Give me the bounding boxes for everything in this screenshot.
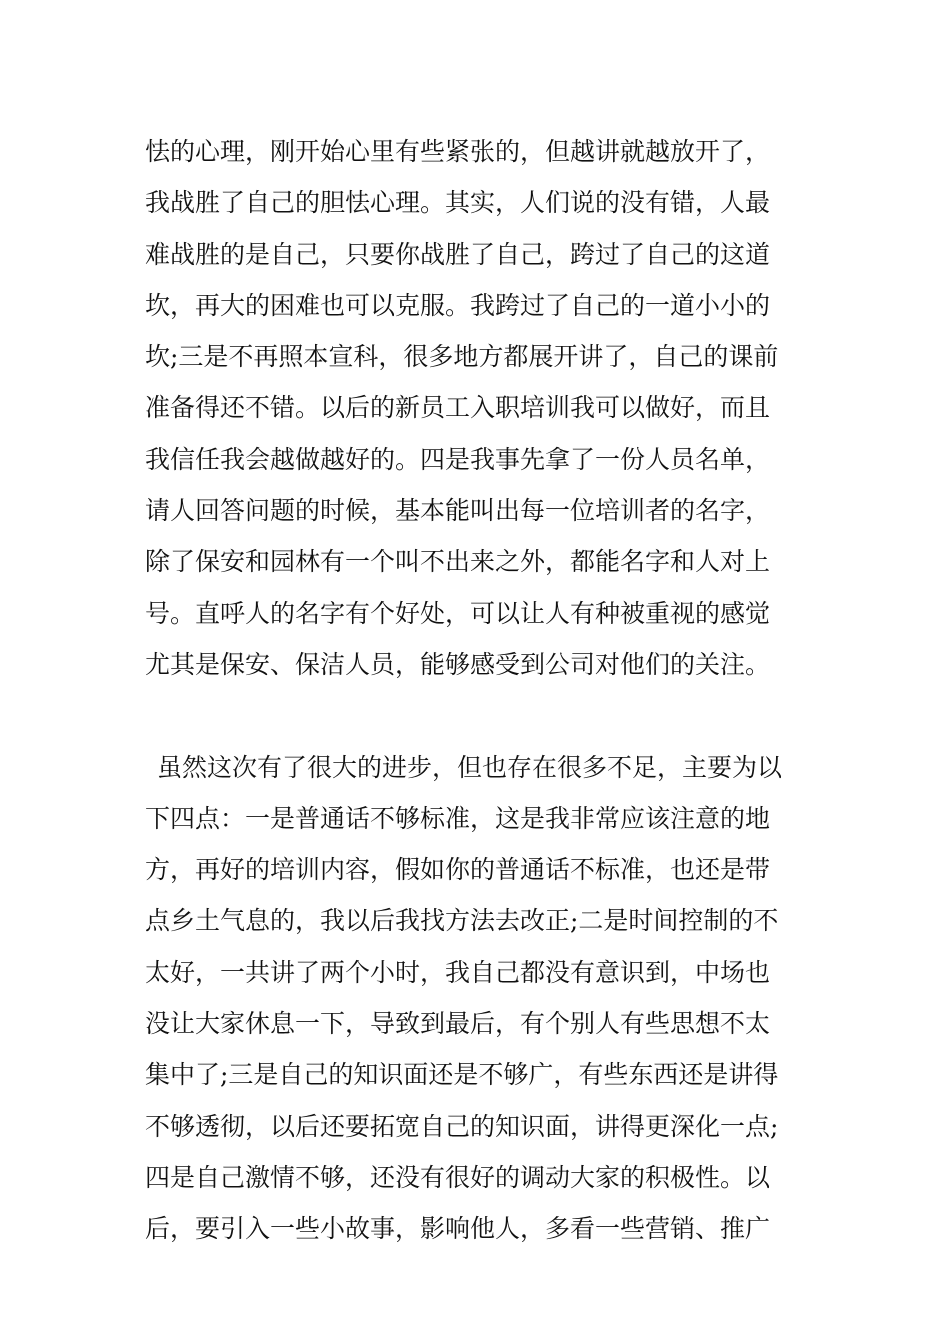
text-line: 准备得还不错。以后的新员工入职培训我可以做好，而且: [145, 393, 771, 423]
paragraph-2: [145, 742, 810, 1255]
text-line: 坎，再大的困难也可以克服。我跨过了自己的一道小小的: [145, 290, 771, 320]
text-line: 我信任我会越做越好的。四是我事先拿了一份人员名单，: [145, 444, 771, 474]
text-line: 坎;三是不再照本宣科，很多地方都展开讲了，自己的课前: [145, 342, 779, 372]
text-line: 虽然这次有了很大的进步，但也存在很多不足，主要为以: [157, 752, 783, 782]
text-line: 除了保安和园林有一个叫不出来之外，都能名字和人对上: [145, 547, 771, 577]
text-line: 下四点：一是普通话不够标准，这是我非常应该注意的地: [145, 803, 771, 833]
text-line: 方，再好的培训内容，假如你的普通话不标准，也还是带: [145, 855, 771, 885]
text-line: 四是自己激情不够，还没有很好的调动大家的积极性。以: [145, 1162, 771, 1192]
text-line: 请人回答问题的时候，基本能叫出每一位培训者的名字，: [145, 496, 771, 526]
paragraph-1: [145, 126, 810, 690]
text-line: 不够透彻，以后还要拓宽自己的知识面，讲得更深化一点;: [145, 1111, 779, 1141]
text-line: 号。直呼人的名字有个好处，可以让人有种被重视的感觉: [145, 598, 771, 628]
text-line: 集中了;三是自己的知识面还是不够广，有些东西还是讲得: [145, 1060, 779, 1090]
text-line: 太好，一共讲了两个小时，我自己都没有意识到，中场也: [145, 957, 771, 987]
text-line: 尤其是保安、保洁人员，能够感受到公司对他们的关注。: [145, 649, 771, 679]
paragraph-spacer: [145, 690, 810, 741]
text-line: 难战胜的是自己，只要你战胜了自己，跨过了自己的这道: [145, 239, 771, 269]
text-line: 我战胜了自己的胆怯心理。其实，人们说的没有错，人最: [145, 188, 771, 218]
text-line: 怯的心理，刚开始心里有些紧张的，但越讲就越放开了，: [145, 137, 771, 166]
text-line: 点乡土气息的，我以后我找方法去改正;二是时间控制的不: [145, 906, 779, 936]
document-body: [145, 126, 810, 1255]
text-line: 没让大家休息一下，导致到最后，有个别人有些思想不太: [145, 1009, 771, 1039]
text-line: 后，要引入一些小故事，影响他人，多看一些营销、推广: [145, 1214, 771, 1244]
